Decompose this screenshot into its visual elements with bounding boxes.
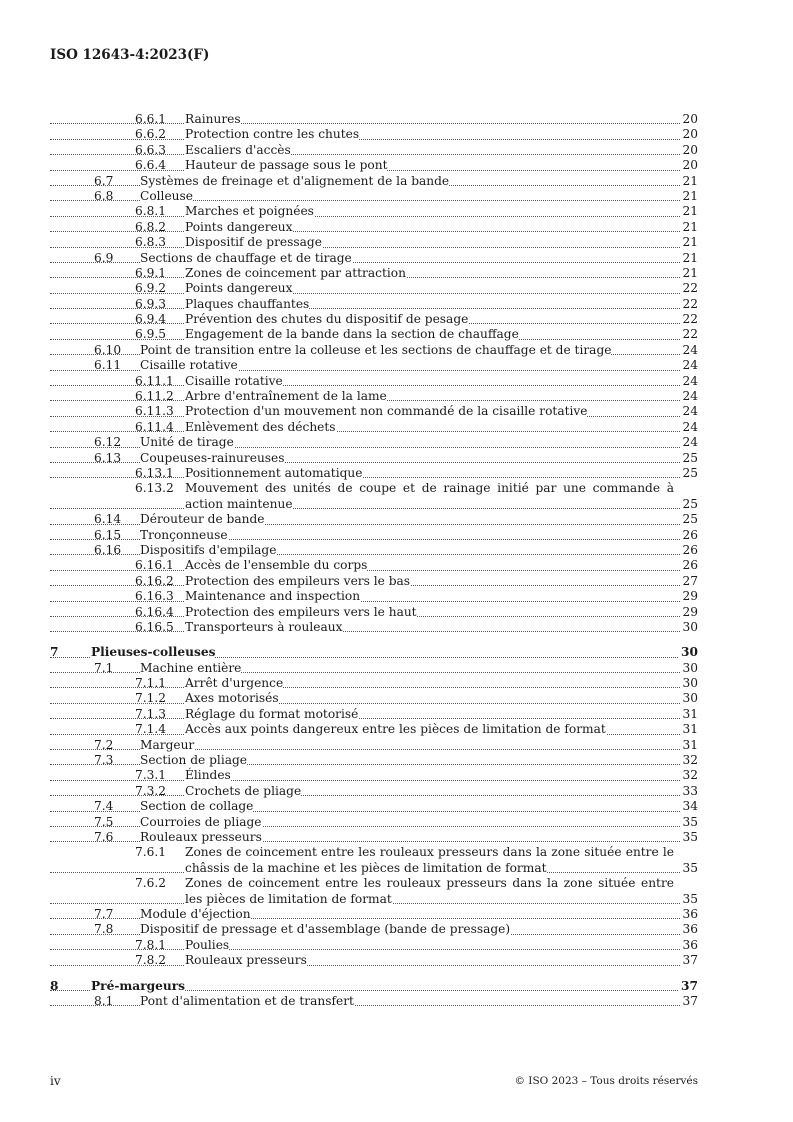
toc-entry-page: 26 — [682, 527, 698, 542]
toc-entry-page: 37 — [681, 978, 698, 993]
toc-entry-number: 6.16.4 — [135, 604, 174, 619]
toc-entry-title: Engagement de la bande dans la section de chauffage — [185, 327, 519, 342]
toc-entry-title: Dispositif de pressage et d'assemblage (bande de pressage) — [140, 922, 511, 937]
toc-entry[interactable] — [50, 528, 698, 543]
toc-entry-title: Élindes — [185, 768, 231, 783]
toc-entry-number: 6.16.1 — [135, 558, 174, 573]
toc-entry-number: 6.16.3 — [135, 589, 174, 604]
toc-entry-title: Protection d'un mouvement non commandé de la cisaille rotative — [185, 404, 588, 419]
toc-entry-page: 24 — [682, 342, 698, 357]
toc-entry-page: 24 — [682, 404, 698, 419]
toc-entry[interactable] — [50, 404, 698, 419]
toc-entry-number: 6.9.4 — [135, 312, 167, 327]
toc-entry-page: 30 — [682, 676, 698, 691]
toc-entry-page: 30 — [682, 660, 698, 675]
toc-entry-page: 31 — [682, 722, 698, 737]
toc-entry-page: 29 — [682, 604, 698, 619]
toc-entry-title: Maintenance and inspection — [185, 589, 361, 604]
toc-entry-title: Section de collage — [140, 799, 254, 814]
toc-entry-number: 6.9 — [94, 250, 114, 265]
toc-entry-title: Coupeuses-rainureuses — [140, 450, 285, 465]
toc-entry-page: 31 — [682, 737, 698, 752]
page-number: iv — [50, 1074, 61, 1088]
toc-entry-number: 7.3.1 — [135, 768, 167, 783]
toc-entry-number: 7.1.1 — [135, 676, 167, 691]
toc-entry-title: Zones de coincement entre les rouleaux presseurs dans la zone située entre le châssis de la machine et les pièces de limitation de format — [185, 845, 674, 875]
toc-entry-number: 6.8 — [94, 188, 114, 203]
toc-entry-page: 30 — [681, 645, 698, 660]
toc-entry-number: 6.8.1 — [135, 204, 167, 219]
toc-entry-number: 8 — [50, 978, 59, 993]
toc-entry-page: 35 — [682, 829, 698, 844]
toc-entry[interactable] — [50, 158, 698, 173]
toc-entry-page: 30 — [682, 619, 698, 634]
toc-entry-title: Escaliers d'accès — [185, 142, 291, 157]
toc-entry[interactable] — [50, 979, 698, 994]
toc-entry-page: 21 — [682, 219, 698, 234]
toc-entry[interactable] — [50, 512, 698, 527]
toc-entry-number: 6.8.3 — [135, 235, 167, 250]
toc-entry-number: 7.7 — [94, 907, 114, 922]
toc-entry-page: 26 — [682, 558, 698, 573]
toc-entry-number: 6.16 — [94, 542, 122, 557]
toc-entry[interactable] — [50, 435, 698, 450]
toc-entry[interactable] — [50, 707, 698, 722]
toc-entry-title: Unité de tirage — [140, 435, 234, 450]
toc-entry-number: 6.9.3 — [135, 296, 167, 311]
toc-entry-number: 7 — [50, 645, 59, 660]
toc-entry-number: 6.11 — [94, 358, 122, 373]
toc-entry-title: Points dangereux — [185, 219, 293, 234]
toc-entry-number: 7.8.2 — [135, 953, 167, 968]
toc-entry-page: 22 — [682, 296, 698, 311]
toc-entry-page: 36 — [682, 937, 698, 952]
toc-entry[interactable] — [50, 543, 698, 558]
toc-entry-page: 26 — [682, 542, 698, 557]
toc-entry-number: 6.9.5 — [135, 327, 167, 342]
toc-entry-page: 21 — [682, 204, 698, 219]
toc-entry-number: 7.1.2 — [135, 691, 167, 706]
toc-entry[interactable] — [50, 799, 698, 814]
toc-entry[interactable] — [50, 481, 698, 512]
toc-entry-page: 32 — [682, 753, 698, 768]
toc-entry-title: Rouleaux presseurs — [185, 953, 307, 968]
toc-entry-page: 36 — [682, 907, 698, 921]
toc-entry-number: 6.8.2 — [135, 219, 167, 234]
toc-entry-number: 6.15 — [94, 527, 122, 542]
toc-entry-title: Pré-margeurs — [91, 978, 186, 993]
toc-entry-number: 8.1 — [94, 993, 114, 1008]
toc-entry-page: 35 — [682, 891, 698, 906]
toc-entry-page: 24 — [682, 373, 698, 388]
toc-entry[interactable] — [50, 127, 698, 142]
toc-entry-page: 20 — [682, 111, 698, 126]
toc-entry-number: 6.16.5 — [135, 619, 174, 634]
toc-entry-title: Plaques chauffantes — [185, 296, 310, 311]
toc-entry[interactable] — [50, 235, 698, 250]
toc-entry-page: 33 — [682, 783, 698, 798]
toc-entry-title: Cisaille rotative — [140, 358, 238, 373]
toc-entry-number: 6.11.1 — [135, 373, 174, 388]
table-of-contents — [50, 112, 698, 1009]
toc-entry-page: 32 — [682, 768, 698, 783]
toc-entry-number: 7.5 — [94, 814, 114, 829]
toc-entry[interactable] — [50, 938, 698, 953]
toc-entry-number: 6.9.1 — [135, 265, 167, 280]
toc-entry-title: Arrêt d'urgence — [185, 676, 284, 691]
document-id: ISO 12643-4:2023(F) — [50, 47, 210, 63]
toc-entry-page: 31 — [682, 706, 698, 721]
toc-entry[interactable] — [50, 815, 698, 830]
toc-entry-number: 6.6.3 — [135, 142, 167, 157]
toc-entry[interactable] — [50, 645, 698, 660]
toc-entry[interactable] — [50, 451, 698, 466]
toc-entry[interactable] — [50, 994, 698, 1009]
toc-entry[interactable] — [50, 266, 698, 281]
toc-entry-title: Réglage du format motorisé — [185, 706, 359, 721]
toc-entry[interactable] — [50, 143, 698, 158]
toc-entry-page: 20 — [682, 142, 698, 157]
toc-entry-number: 6.10 — [94, 342, 122, 357]
toc-entry[interactable] — [50, 768, 698, 783]
toc-entry-title: Points dangereux — [185, 281, 293, 296]
toc-entry[interactable] — [50, 374, 698, 389]
toc-entry-number: 6.13.1 — [135, 465, 174, 480]
toc-entry-page: 37 — [682, 993, 698, 1008]
toc-entry-number: 6.12 — [94, 435, 122, 450]
toc-entry-title: Poulies — [185, 937, 230, 952]
toc-entry-title: Tronçonneuse — [140, 527, 228, 542]
toc-entry[interactable] — [50, 738, 698, 753]
toc-entry[interactable] — [50, 722, 698, 737]
toc-entry[interactable] — [50, 220, 698, 235]
toc-entry[interactable] — [50, 845, 698, 876]
toc-entry-number: 6.9.2 — [135, 281, 167, 296]
toc-entry[interactable] — [50, 297, 698, 312]
toc-entry-title: Rouleaux presseurs — [140, 830, 262, 844]
toc-entry[interactable] — [50, 204, 698, 219]
toc-entry-title: Colleuse — [140, 188, 193, 203]
toc-entry[interactable] — [50, 830, 698, 845]
toc-entry[interactable] — [50, 661, 698, 676]
toc-entry-number: 7.1 — [94, 660, 114, 675]
toc-entry-title: Protection des empileurs vers le bas — [185, 573, 411, 588]
toc-entry[interactable] — [50, 358, 698, 373]
toc-entry-title: Plieuses-colleuses — [91, 645, 216, 660]
toc-entry-number: 6.11.3 — [135, 404, 174, 419]
toc-entry-page: 24 — [682, 435, 698, 450]
toc-entry-number: 7.2 — [94, 737, 114, 752]
toc-entry-title: Zones de coincement par attraction — [185, 265, 406, 280]
toc-entry-title: Courroies de pliage — [140, 814, 262, 829]
toc-entry-title: Section de pliage — [140, 753, 248, 768]
toc-entry-title: Machine entière — [140, 660, 242, 675]
toc-entry-page: 35 — [682, 814, 698, 829]
toc-entry-page: 25 — [682, 450, 698, 465]
toc-entry-title: Positionnement automatique — [185, 465, 363, 480]
toc-entry-title: Rainures — [185, 112, 241, 126]
toc-entry-page: 22 — [682, 281, 698, 296]
toc-entry-title: Enlèvement des déchets — [185, 419, 336, 434]
toc-entry-page: 24 — [682, 389, 698, 404]
toc-entry-page: 29 — [682, 589, 698, 604]
toc-entry[interactable] — [50, 558, 698, 573]
toc-entry-number: 6.11.4 — [135, 419, 174, 434]
toc-entry-page: 21 — [682, 265, 698, 280]
toc-entry-number: 7.6.2 — [135, 876, 167, 891]
toc-entry-number: 6.14 — [94, 512, 122, 527]
toc-entry-page: 25 — [682, 496, 698, 511]
toc-entry-page: 30 — [682, 691, 698, 706]
toc-entry-page: 27 — [682, 573, 698, 588]
toc-entry-number: 7.3 — [94, 753, 114, 768]
toc-entry-number: 7.4 — [94, 799, 114, 814]
toc-entry-page: 35 — [682, 860, 698, 875]
toc-entry-page: 24 — [682, 419, 698, 434]
toc-entry-number: 7.6.1 — [135, 845, 167, 860]
toc-entry-title: Crochets de pliage — [185, 783, 302, 798]
toc-entry-page: 24 — [682, 358, 698, 373]
toc-entry-page: 22 — [682, 312, 698, 327]
toc-entry-title: Dispositifs d'empilage — [140, 542, 277, 557]
toc-entry-title: Module d'éjection — [140, 907, 251, 922]
toc-entry[interactable] — [50, 691, 698, 706]
toc-entry-number: 7.6 — [94, 830, 114, 844]
toc-entry[interactable] — [50, 876, 698, 907]
toc-entry-title: Accès de l'ensemble du corps — [185, 558, 368, 573]
toc-entry-number: 6.13 — [94, 450, 122, 465]
toc-entry-number: 6.6.1 — [135, 112, 167, 126]
toc-entry[interactable] — [50, 174, 698, 189]
toc-entry[interactable] — [50, 574, 698, 589]
toc-entry-title: Cisaille rotative — [185, 373, 283, 388]
toc-entry[interactable] — [50, 389, 698, 404]
toc-entry-page: 21 — [682, 235, 698, 250]
toc-entry-number: 7.8.1 — [135, 937, 167, 952]
toc-entry[interactable] — [50, 676, 698, 691]
toc-entry[interactable] — [50, 605, 698, 620]
toc-entry[interactable] — [50, 312, 698, 327]
toc-entry-title: Prévention des chutes du dispositif de pesage — [185, 312, 469, 327]
toc-entry-title: Zones de coincement entre les rouleaux presseurs dans la zone située entre les pièces de limitation de format — [185, 876, 674, 906]
toc-entry[interactable] — [50, 281, 698, 296]
toc-entry-title: Dérouteur de bande — [140, 512, 265, 527]
toc-entry[interactable] — [50, 753, 698, 768]
toc-entry[interactable] — [50, 420, 698, 435]
toc-entry-number: 6.6.2 — [135, 127, 167, 142]
toc-entry[interactable] — [50, 343, 698, 358]
toc-entry-page: 20 — [682, 127, 698, 142]
toc-entry-number: 6.7 — [94, 173, 114, 188]
toc-entry-page: 34 — [682, 799, 698, 814]
toc-entry-title: Protection des empileurs vers le haut — [185, 604, 417, 619]
toc-entry-title: Accès aux points dangereux entre les pièces de limitation de format — [185, 722, 606, 737]
toc-entry-page: 22 — [682, 327, 698, 342]
toc-entry[interactable] — [50, 327, 698, 342]
toc-entry-title: Mouvement des unités de coupe et de rainage initié par une commande à action maintenue — [185, 481, 674, 511]
toc-entry[interactable] — [50, 589, 698, 604]
toc-entry-title: Marches et poignées — [185, 204, 314, 219]
toc-entry-number: 7.1.3 — [135, 706, 167, 721]
toc-entry[interactable] — [50, 907, 698, 922]
toc-entry-title: Axes motorisés — [185, 691, 279, 706]
toc-entry[interactable] — [50, 922, 698, 937]
toc-entry-title: Margeur — [140, 737, 195, 752]
toc-entry-page: 20 — [682, 158, 698, 173]
toc-entry[interactable] — [50, 251, 698, 266]
toc-entry-page: 25 — [682, 465, 698, 480]
toc-entry[interactable] — [50, 189, 698, 204]
toc-entry-title: Dispositif de pressage — [185, 235, 322, 250]
toc-entry-page: 25 — [682, 512, 698, 527]
toc-entry-number: 6.16.2 — [135, 573, 174, 588]
toc-entry-title: Transporteurs à rouleaux — [185, 619, 343, 634]
toc-entry-page: 21 — [682, 188, 698, 203]
toc-entry-title: Pont d'alimentation et de transfert — [140, 993, 354, 1008]
toc-entry-title: Hauteur de passage sous le pont — [185, 158, 388, 173]
toc-entry[interactable] — [50, 620, 698, 635]
toc-entry-number: 6.11.2 — [135, 389, 174, 404]
toc-entry[interactable] — [50, 466, 698, 481]
toc-entry-title: Sections de chauffage et de tirage — [140, 250, 352, 265]
toc-entry-number: 7.1.4 — [135, 722, 167, 737]
toc-entry[interactable] — [50, 112, 698, 127]
toc-entry-number: 7.3.2 — [135, 783, 167, 798]
toc-entry-title: Point de transition entre la colleuse et les sections de chauffage et de tirage — [140, 342, 612, 357]
toc-entry[interactable] — [50, 784, 698, 799]
copyright-notice: © ISO 2023 – Tous droits réservés — [514, 1075, 698, 1087]
toc-entry-page: 36 — [682, 922, 698, 937]
toc-entry-page: 21 — [682, 250, 698, 265]
toc-entry[interactable] — [50, 953, 698, 968]
toc-entry-number: 6.6.4 — [135, 158, 167, 173]
toc-entry-page: 21 — [682, 173, 698, 188]
toc-entry-page: 37 — [682, 953, 698, 968]
toc-entry-number: 7.8 — [94, 922, 114, 937]
toc-entry-title: Systèmes de freinage et d'alignement de la bande — [140, 173, 450, 188]
toc-entry-title: Protection contre les chutes — [185, 127, 360, 142]
toc-entry-number: 6.13.2 — [135, 481, 174, 496]
toc-entry-title: Arbre d'entraînement de la lame — [185, 389, 387, 404]
